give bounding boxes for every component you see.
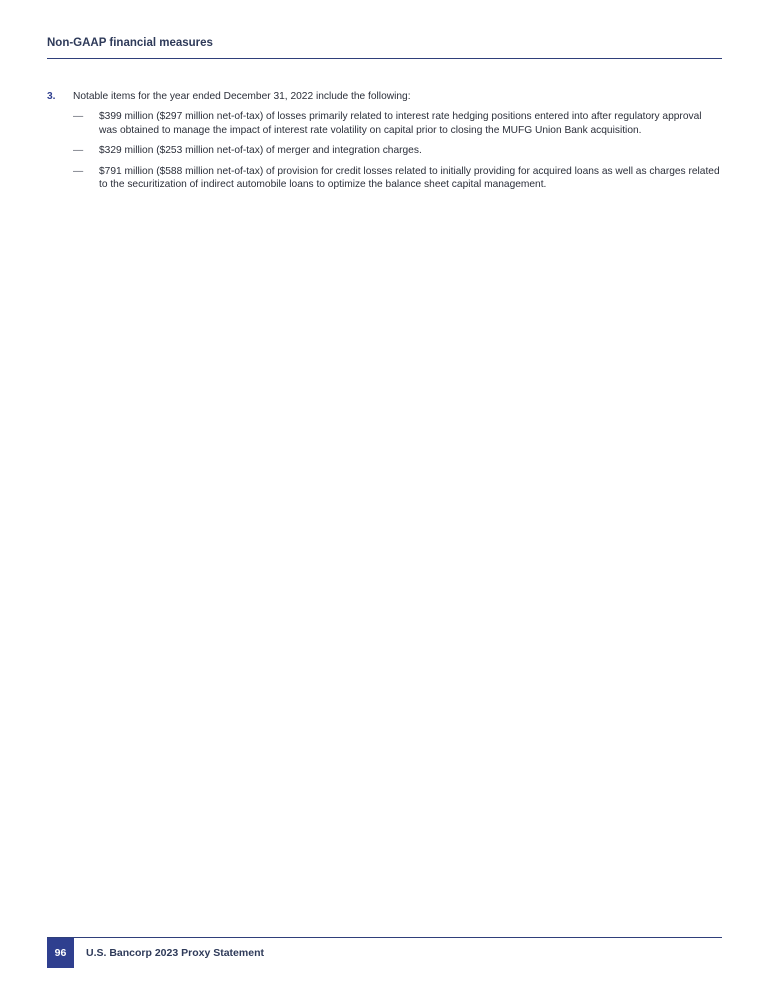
document-title: U.S. Bancorp 2023 Proxy Statement <box>86 947 264 959</box>
list-item <box>47 165 722 192</box>
list-item-text: $329 million ($253 million net-of-tax) of merger and integration charges. <box>99 145 422 157</box>
page-number-badge: 96 <box>47 938 74 968</box>
note-item <box>47 90 722 103</box>
list-item <box>47 144 722 157</box>
notes-content <box>47 90 722 198</box>
list-item-text: $791 million ($588 million net-of-tax) of provision for credit losses related to initially providing for acquired loans as well as charges related to the securitization of indirect automobile loans to optimize the balance sheet capital management. <box>99 165 720 191</box>
dash-marker: — <box>73 145 84 157</box>
note-number: 3. <box>47 91 56 102</box>
header-divider <box>47 58 722 59</box>
list-item-text: $399 million ($297 million net-of-tax) of losses primarily related to interest rate hedging positions entered into after regulatory approval was obtained to manage the impact of interest rate volatility on capital prior to closing the MUFG Union Bank acquisition. <box>99 111 702 136</box>
dash-marker: — <box>73 165 84 177</box>
section-title: Non-GAAP financial measures <box>47 37 213 49</box>
note-intro: Notable items for the year ended December 31, 2022 include the following: <box>73 91 411 102</box>
dash-marker: — <box>73 111 84 123</box>
page-header <box>47 36 722 59</box>
footer-row <box>47 938 722 968</box>
page-footer <box>47 937 722 968</box>
notable-items-list <box>47 110 722 191</box>
list-item <box>47 110 722 137</box>
